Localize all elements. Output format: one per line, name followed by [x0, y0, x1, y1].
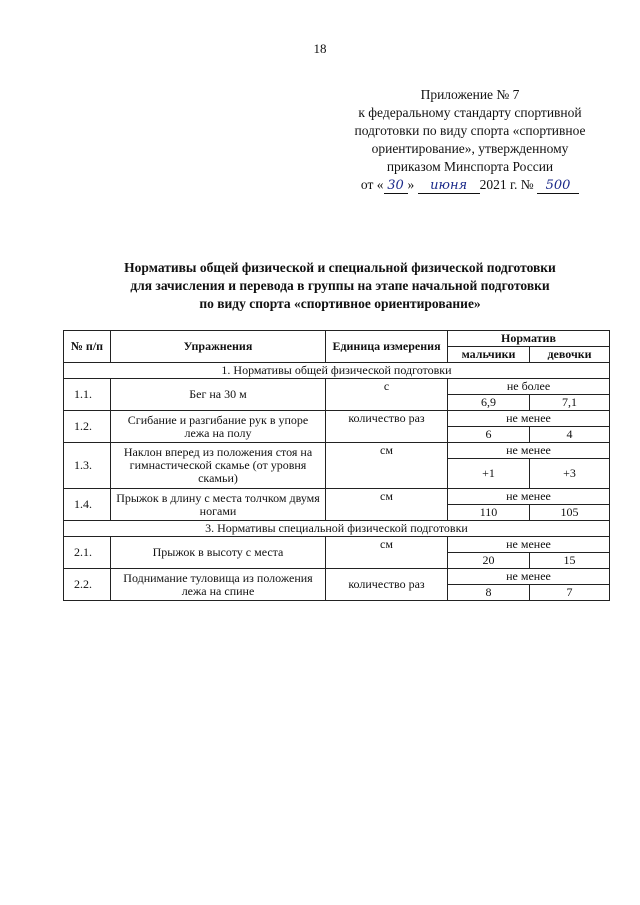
- row-num: 1.1.: [64, 379, 111, 411]
- row-condition: не менее: [448, 489, 610, 505]
- row-exercise: Прыжок в высоту с места: [111, 537, 326, 569]
- appendix-line: подготовки по виду спорта «спортивное: [354, 123, 586, 138]
- row-unit: количество раз: [326, 411, 448, 443]
- document-title: [60, 259, 620, 313]
- row-condition: не менее: [448, 443, 610, 459]
- row-condition: не менее: [448, 411, 610, 427]
- row-exercise: Поднимание туловища из положения лежа на спине: [111, 569, 326, 601]
- appendix-line: Приложение № 7: [420, 87, 520, 102]
- value-girls: 15: [530, 553, 610, 569]
- order-year-text: 2021 г. №: [479, 177, 534, 192]
- row-num: 1.4.: [64, 489, 111, 521]
- order-date-line: [330, 176, 610, 194]
- header-exercise: Упражнения: [111, 331, 326, 363]
- handwritten-day: 30: [384, 179, 408, 194]
- row-unit: см: [326, 443, 448, 489]
- value-boys: 6: [448, 427, 530, 443]
- title-line: Нормативы общей физической и специальной физической подготовки: [124, 260, 556, 275]
- page-number: 18: [313, 41, 327, 56]
- header-unit: Единица измерения: [326, 331, 448, 363]
- appendix-line: приказом Минспорта России: [386, 159, 554, 174]
- row-unit: с: [326, 379, 448, 411]
- value-boys: 8: [448, 585, 530, 601]
- appendix-line: ориентирование», утвержденному: [371, 141, 569, 156]
- title-line: для зачисления и перевода в группы на этапе начальной подготовки: [130, 278, 550, 293]
- row-exercise: Бег на 30 м: [111, 379, 326, 411]
- row-unit: см: [326, 489, 448, 521]
- value-girls: 7,1: [530, 395, 610, 411]
- value-boys: 110: [448, 505, 530, 521]
- appendix-block: [330, 86, 610, 194]
- row-unit: см: [326, 537, 448, 569]
- row-exercise: Наклон вперед из положения стоя на гимнастической скамье (от уровня скамьи): [111, 443, 326, 489]
- standards-table: [63, 330, 610, 601]
- row-num: 1.3.: [64, 443, 111, 489]
- value-girls: 105: [530, 505, 610, 521]
- value-boys: 6,9: [448, 395, 530, 411]
- header-norm: Норматив: [448, 331, 610, 347]
- value-girls: +3: [530, 459, 610, 489]
- value-girls: 4: [530, 427, 610, 443]
- row-condition: не более: [448, 379, 610, 395]
- appendix-line: к федеральному стандарту спортивной: [358, 105, 582, 120]
- row-exercise: Прыжок в длину с места толчком двумя ногами: [111, 489, 326, 521]
- row-num: 1.2.: [64, 411, 111, 443]
- section-heading-special: 3. Нормативы специальной физической подготовки: [64, 521, 610, 537]
- row-num: 2.2.: [64, 569, 111, 601]
- date-mid: »: [407, 177, 415, 192]
- row-exercise: Сгибание и разгибание рук в упоре лежа на полу: [111, 411, 326, 443]
- section-heading-general: 1. Нормативы общей физической подготовки: [64, 363, 610, 379]
- date-prefix: от «: [360, 177, 384, 192]
- value-boys: 20: [448, 553, 530, 569]
- value-boys: +1: [448, 459, 530, 489]
- header-num: № п/п: [64, 331, 111, 363]
- row-num: 2.1.: [64, 537, 111, 569]
- handwritten-month: июня: [418, 179, 480, 194]
- row-unit: количество раз: [326, 569, 448, 601]
- handwritten-order-number: 500: [537, 179, 579, 194]
- row-condition: не менее: [448, 569, 610, 585]
- row-condition: не менее: [448, 537, 610, 553]
- title-line: по виду спорта «спортивное ориентирование»: [199, 296, 481, 311]
- value-girls: 7: [530, 585, 610, 601]
- header-boys: мальчики: [448, 347, 530, 363]
- header-girls: девочки: [530, 347, 610, 363]
